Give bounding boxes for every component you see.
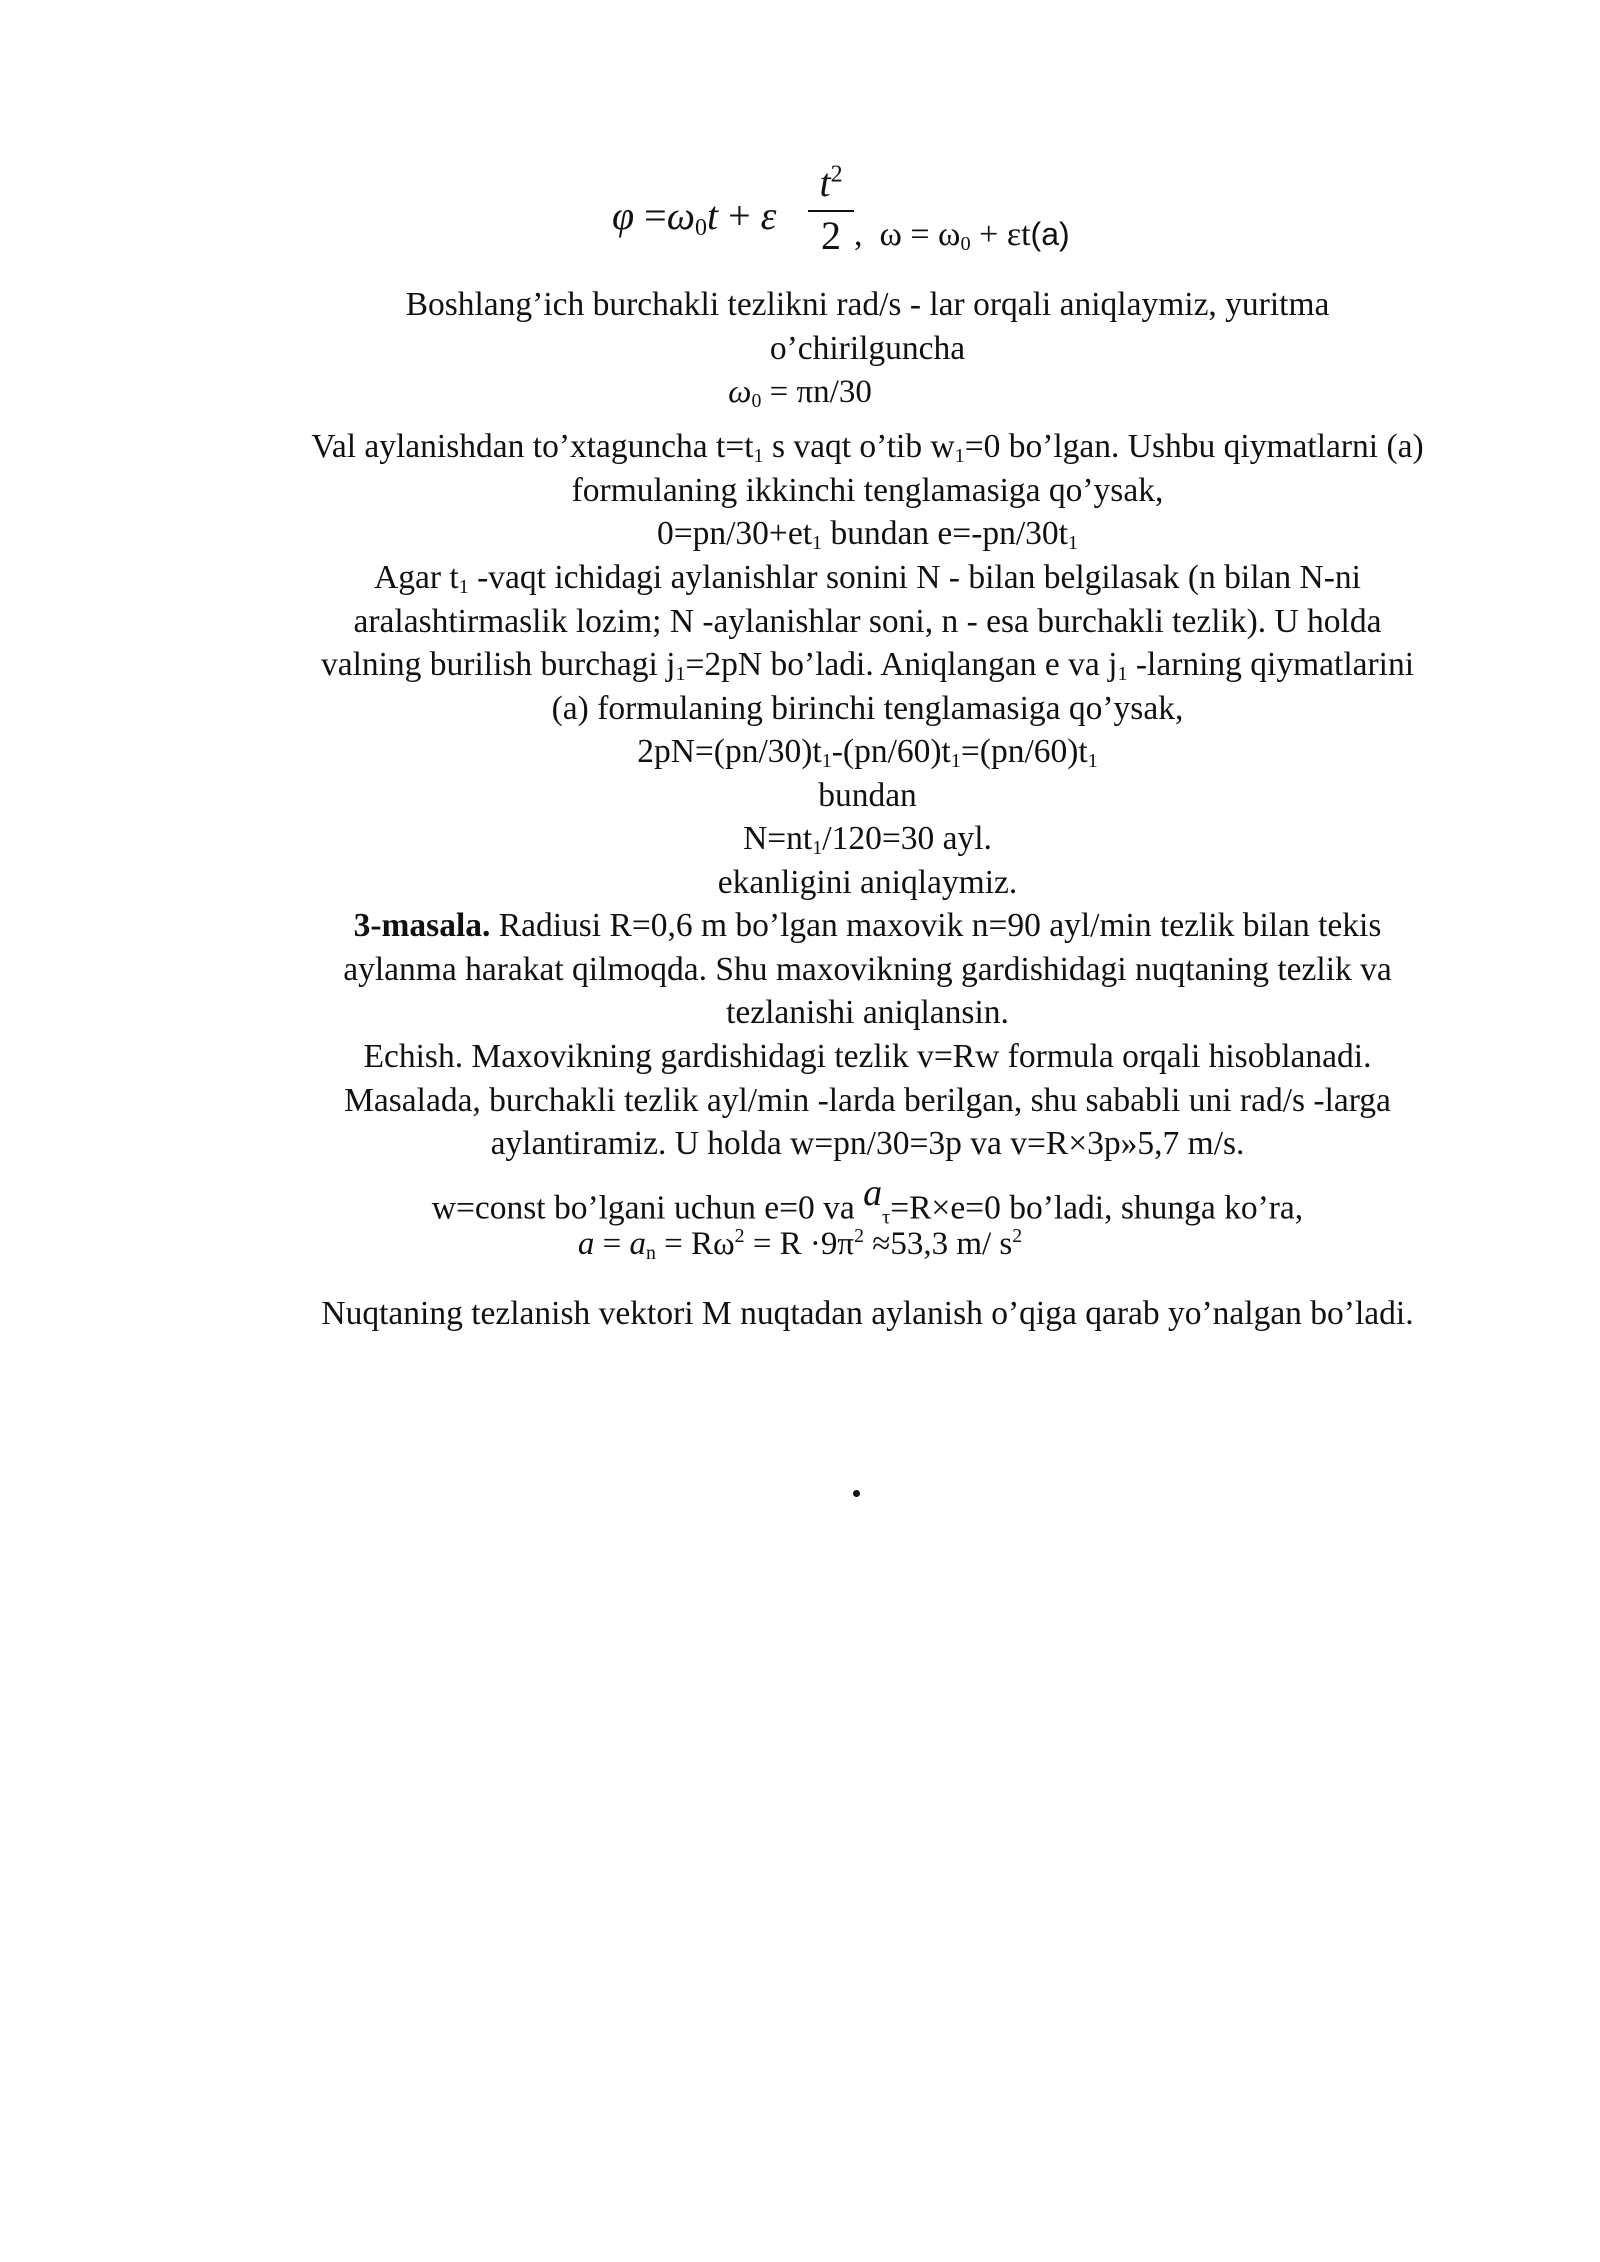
text-line: formulaning ikkinchi tenglamasiga qo’ysak,: [571, 471, 1164, 509]
text-line: aylanma harakat qilmoqda. Shu maxovikning gardishidagi nuqtaning tezlik va: [343, 950, 1392, 988]
text-line: 3-masala. Radiusi R=0,6 m bo’lgan maxovik n=90 ayl/min tezlik bilan tekis: [353, 907, 1382, 944]
fraction-t2-over-2: $t^2$ 2: [808, 160, 854, 256]
text-line: w=const bo’lgani uchun e=0 va $a_\tau=R\times e=0$ bo’ladi, shunga ko’ra,: [431, 1171, 1304, 1228]
text-line: Boshlang’ich burchakli tezlikni rad/s - lar orqali aniqlaymiz, yuritma: [405, 286, 1330, 323]
text-line: $N=nt_1/120=30$ ayl.: [743, 820, 992, 860]
text-line: (a) formulaning birinchi tenglamasiga qo’ysak,: [551, 689, 1184, 727]
paragraph-conclusion: [225, 1292, 1510, 1336]
text-line: o’chirilguncha: [769, 329, 966, 367]
dot-mark: [853, 1490, 860, 1497]
text-line: Nuqtaning tezlanish vektori M nuqtadan aylanish o’qiga qarab yo’nalgan bo’ladi.: [321, 1295, 1414, 1332]
text-line: Val aylanishdan to’xtaguncha $t=t_1$ s vaqt o’tib $w_1=0$ bo’lgan. Ushbu qiymatlarni (a): [311, 428, 1424, 468]
text-line: Echish. Maxovikning gardishidagi tezlik v=Rw formula orqali hisoblanadi.: [363, 1038, 1372, 1075]
paragraph-solution: [225, 1035, 1510, 1229]
text-line: aylantiramiz. U holda w=pn/30=3p va v=R×3p»5,7 m/s.: [490, 1125, 1245, 1162]
problem-heading: 3-masala.: [353, 907, 491, 944]
text-line: ekanligini aniqlaymiz.: [717, 863, 1018, 901]
formula-acceleration: $a = a_n = R\omega^2 = R \cdot 9\pi^2 \approx 53,3$ m/ $s^2$: [577, 1225, 1023, 1264]
paragraph-problem-3: [225, 904, 1510, 1035]
text-line: $0=pn/30+et_1$ bundan $e=-pn/30t_1$: [656, 515, 1079, 555]
paragraph-rotations: [225, 556, 1510, 904]
text-line: aralashtirmaslik lozim; N -aylanishlar soni, n - esa burchakli tezlik). U holda: [353, 602, 1382, 640]
text-line: tezlanishi aniqlansin.: [726, 994, 1009, 1031]
text-line: Agar $t_1$ -vaqt ichidagi aylanishlar sonini N - bilan belgilasak (n bilan N-ni: [374, 559, 1361, 599]
text-line: bundan: [818, 776, 917, 814]
paragraph-stop-time: [225, 425, 1510, 556]
formula-omega-part: , $\omega = \omega_0 + \varepsilon t(a)$: [854, 216, 1070, 256]
formula-angle-equation: [612, 160, 1132, 280]
text-line: valning burilish burchagi $j_1=2pN$ bo’ladi. Aniqlangan e va $j_1$ -larning qiymatlarini: [320, 646, 1415, 686]
formula-omega0: $\omega_0 = \pi n/30$: [728, 374, 872, 412]
text-line: $2pN=(pn/30)t_1-(pn/60)t_1=(pn/60)t_1$: [637, 733, 1098, 773]
paragraph-initial-velocity: [225, 283, 1510, 370]
text-line: Masalada, burchakli tezlik ayl/min -larda berilgan, shu sababli uni rad/s -larga: [344, 1081, 1391, 1119]
formula-phi-part: $\varphi =\omega_0t + \varepsilon$: [612, 193, 777, 241]
